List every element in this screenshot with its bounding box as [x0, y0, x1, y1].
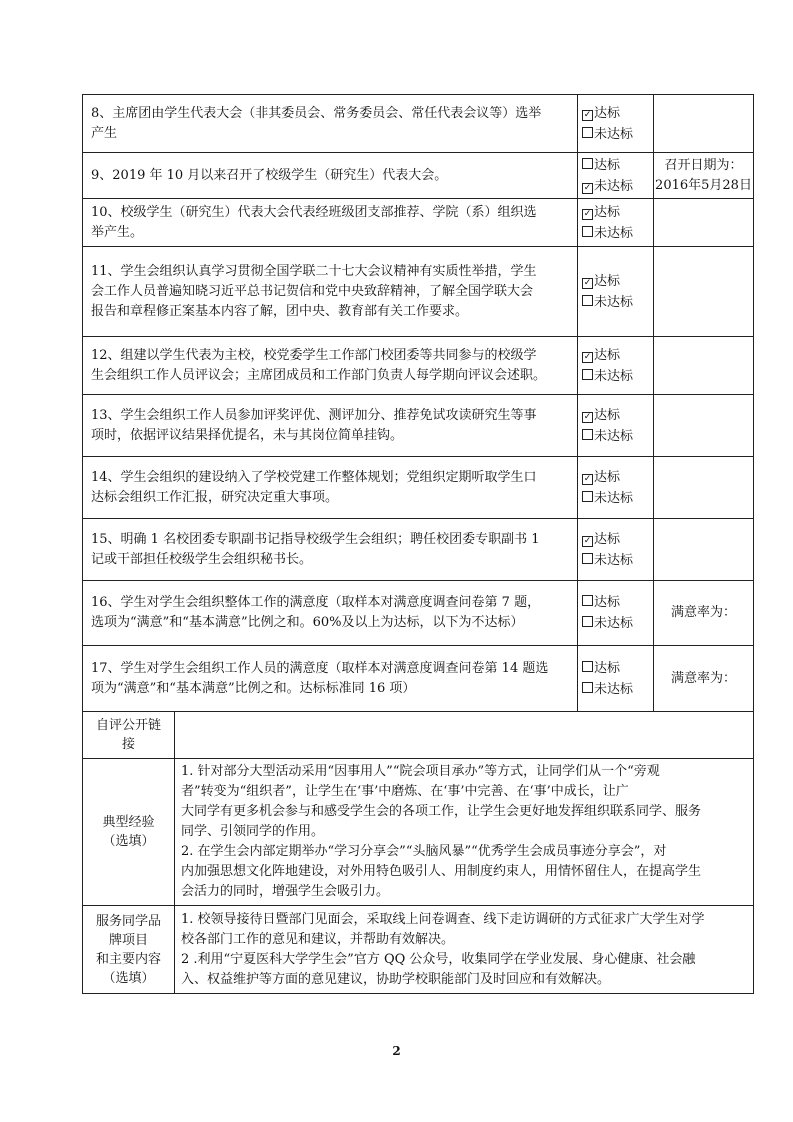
criterion-note[interactable] [654, 199, 754, 247]
paragraph-line: 会活力的同时，增强学生会吸引力。 [181, 884, 390, 899]
criterion-line: 记或干部担任校级学生会组织秘书长。 [91, 551, 313, 567]
option-label: 达标 [594, 347, 621, 363]
note-line: 召开日期为： [664, 157, 743, 173]
checkbox-icon[interactable] [582, 491, 593, 502]
criterion-text [83, 395, 578, 457]
status-options [578, 581, 654, 646]
status-options [578, 247, 654, 337]
criterion-note[interactable] [654, 337, 754, 395]
option-label: 未达标 [594, 681, 634, 697]
typical-experience-label: 典型经验 （选填） [83, 759, 175, 906]
status-options [578, 95, 654, 153]
criterion-text [83, 457, 578, 519]
status-options [578, 337, 654, 395]
pass-option[interactable] [582, 271, 653, 292]
criterion-row [83, 337, 754, 395]
pass-option[interactable] [582, 592, 653, 613]
fail-option[interactable] [582, 550, 653, 571]
criterion-text [83, 581, 578, 646]
pass-option[interactable] [582, 467, 653, 488]
fail-option[interactable] [582, 613, 653, 634]
fail-option[interactable] [582, 292, 653, 313]
paragraph-line: 2 .利用“宁夏医科大学学生会”官方 QQ 公众号，收集同学在学业发展、身心健康、社会融 [181, 951, 696, 967]
criterion-line: 项为“满意”和“基本满意”比例之和。达标标准同 16 项） [91, 680, 416, 696]
criterion-line: 9、2019 年 10 月以来召开了校级学生（研究生）代表大会。 [91, 167, 448, 183]
option-label: 达标 [594, 105, 621, 121]
criterion-line: 14、学生会组织的建设纳入了学校党建工作整体规划；党组织定期听取学生口 [91, 469, 537, 485]
service-brand-text [175, 906, 754, 994]
typical-experience-row [83, 759, 754, 906]
criterion-row [83, 95, 754, 153]
checked-box-icon[interactable]: ✓ [583, 109, 592, 120]
criterion-line: 选项为“满意”和“基本满意”比例之和。60%及以上为达标，以下为不达标） [91, 615, 524, 630]
checkbox-icon[interactable] [582, 616, 593, 627]
status-options [578, 519, 654, 581]
option-label: 未达标 [594, 178, 634, 194]
checked-box-icon[interactable]: ✓ [583, 277, 592, 288]
criterion-text [83, 337, 578, 395]
option-label: 达标 [594, 407, 621, 423]
criterion-row [83, 153, 754, 199]
note-line: 满意率为： [670, 670, 736, 686]
criterion-line: 15、明确 1 名校团委专职副书记指导校级学生会组织；聘任校团委专职副书 1 [91, 531, 540, 547]
criterion-line: 生会组织工作人员评议会；主席团成员和工作部门负责人每学期向评议会述职。 [91, 367, 547, 383]
status-options [578, 395, 654, 457]
status-options [578, 646, 654, 712]
option-label: 达标 [594, 157, 621, 173]
criterion-row [83, 457, 754, 519]
fail-option[interactable] [582, 426, 653, 447]
note-line: 满意率为： [670, 605, 736, 620]
fail-option[interactable] [582, 124, 653, 145]
page-content [82, 94, 753, 994]
criterion-row [83, 519, 754, 581]
criteria-rows [83, 95, 754, 712]
checked-box-icon[interactable]: ✓ [583, 182, 592, 193]
option-label: 未达标 [594, 552, 634, 568]
option-label: 达标 [594, 531, 621, 547]
self-eval-link-value[interactable] [175, 712, 754, 759]
service-brand-label: 服务同学品 牌项目 和主要内容 （选填） [83, 906, 175, 994]
option-label: 未达标 [594, 368, 634, 384]
criterion-note[interactable] [654, 395, 754, 457]
option-label: 达标 [594, 204, 621, 220]
criterion-line: 达标会组织工作汇报，研究决定重大事项。 [91, 489, 339, 505]
checked-box-icon[interactable]: ✓ [583, 473, 592, 484]
fail-option[interactable] [582, 488, 653, 509]
paragraph-line: 大同学有更多机会参与和感受学生会的各项工作，让学生会更好地发挥组织联系同学、服务 [181, 804, 702, 819]
pass-option[interactable] [582, 202, 653, 223]
criterion-text [83, 95, 578, 153]
checked-box-icon[interactable]: ✓ [583, 411, 592, 422]
page-number: 2 [392, 1044, 401, 1058]
criterion-note[interactable] [654, 153, 754, 199]
checked-box-icon[interactable]: ✓ [583, 535, 592, 546]
self-eval-link-label: 自评公开链 接 [83, 712, 175, 759]
checkbox-icon[interactable] [582, 226, 593, 237]
service-brand-row [83, 906, 754, 994]
fail-option[interactable] [582, 366, 653, 387]
option-label: 达标 [594, 595, 621, 610]
note-line: 2016年5月28日 [655, 177, 752, 193]
pass-option[interactable] [582, 529, 653, 550]
paragraph-line: 内加强思想文化阵地建设，对外用特色吸引人、用制度约束人，用情怀留住人，在提高学生 [181, 864, 702, 879]
paragraph-line: 校各部门工作的意见和建议，并帮助有效解决。 [181, 931, 455, 947]
status-options [578, 457, 654, 519]
criterion-note[interactable] [654, 581, 754, 646]
option-label: 未达标 [594, 428, 634, 444]
checkbox-icon[interactable] [582, 661, 593, 672]
checkbox-icon[interactable] [582, 369, 593, 380]
status-options [578, 153, 654, 199]
option-label: 未达标 [594, 616, 634, 631]
criterion-text [83, 153, 578, 199]
criterion-row [83, 247, 754, 337]
criterion-line: 11、学生会组织认真学习贯彻全国学联二十七大会议精神有实质性举措，学生 [91, 263, 537, 279]
pass-option[interactable] [582, 405, 653, 426]
option-label: 未达标 [594, 126, 634, 142]
criterion-text [83, 199, 578, 247]
pass-option[interactable] [582, 658, 653, 679]
checked-box-icon[interactable]: ✓ [583, 208, 592, 219]
fail-option[interactable] [582, 679, 653, 700]
status-options [578, 199, 654, 247]
criterion-note[interactable] [654, 247, 754, 337]
typical-experience-text [175, 759, 754, 906]
criterion-line: 16、学生对学生会组织整体工作的满意度（取样本对满意度调查问卷第 7 题， [91, 595, 541, 610]
option-label: 未达标 [594, 225, 634, 241]
criterion-row [83, 646, 754, 712]
criterion-line: 项时，依据评议结果择优提名，未与其岗位简单挂钩。 [91, 427, 404, 443]
checkbox-icon[interactable] [582, 127, 593, 138]
fail-option[interactable] [582, 223, 653, 244]
criterion-line: 举产生。 [91, 224, 144, 240]
checkbox-icon[interactable] [582, 553, 593, 564]
pass-option[interactable] [582, 155, 653, 176]
criterion-line: 产生 [91, 125, 118, 141]
pass-option[interactable] [582, 345, 653, 366]
criterion-note[interactable] [654, 646, 754, 712]
criterion-line: 8、主席团由学生代表大会（非其委员会、常务委员会、常任代表会议等）选举 [91, 105, 542, 121]
paragraph-line: 2. 在学生会内部定期举办“学习分享会”“头脑风暴”“优秀学生会成员事迹分享会”，对 [181, 844, 667, 859]
criterion-row [83, 395, 754, 457]
criterion-text [83, 247, 578, 337]
paragraph-line: 同学、引领同学的作用。 [181, 824, 325, 839]
criterion-note[interactable] [654, 457, 754, 519]
option-label: 达标 [594, 660, 621, 676]
fail-option[interactable] [582, 176, 653, 197]
option-label: 达标 [594, 273, 621, 289]
criterion-text [83, 519, 578, 581]
checkbox-icon[interactable] [582, 295, 593, 306]
pass-option[interactable] [582, 103, 653, 124]
option-label: 达标 [594, 469, 621, 485]
checkbox-icon[interactable] [582, 429, 593, 440]
criterion-line: 报告和章程修正案基本内容了解，团中央、教育部有关工作要求。 [91, 303, 469, 319]
checkbox-icon[interactable] [582, 595, 593, 606]
criterion-line: 12、组建以学生代表为主校，校党委学生工作部门校团委等共同参与的校级学 [91, 347, 537, 363]
evaluation-table [82, 94, 754, 994]
criterion-note[interactable] [654, 519, 754, 581]
criterion-line: 17、学生对学生会组织工作人员的满意度（取样本对满意度调查问卷第 14 题选 [91, 660, 549, 676]
checked-box-icon[interactable]: ✓ [583, 351, 592, 362]
criterion-line: 13、学生会组织工作人员参加评奖评优、测评加分、推荐免试攻读研究生等事 [91, 407, 537, 423]
criterion-row [83, 581, 754, 646]
criterion-note[interactable] [654, 95, 754, 153]
paragraph-line: 1. 校领导接待日暨部门见面会，采取线上问卷调查、线下走访调研的方式征求广大学生对学 [181, 911, 705, 927]
checkbox-icon[interactable] [582, 682, 593, 693]
self-eval-link-row [83, 712, 754, 759]
criterion-line: 会工作人员普遍知晓习近平总书记贺信和党中央致辞精神，了解全国学联大会 [91, 283, 534, 299]
paragraph-line: 1. 针对部分大型活动采用“因事用人”“院会项目承办”等方式，让同学们从一个“旁观 [181, 764, 660, 779]
summary-rows [83, 712, 754, 994]
paragraph-line: 入、权益维护等方面的意见建议，协助学校职能部门及时回应和有效解决。 [181, 971, 611, 987]
checkbox-icon[interactable] [582, 158, 593, 169]
option-label: 未达标 [594, 490, 634, 506]
criterion-row [83, 199, 754, 247]
option-label: 未达标 [594, 294, 634, 310]
criterion-line: 10、校级学生（研究生）代表大会代表经班级团支部推荐、学院（系）组织选 [91, 204, 537, 220]
criterion-text [83, 646, 578, 712]
paragraph-line: 者”转变为“组织者”，让学生在‘事’中磨炼、在‘事’中完善、在‘事’中成长，让广 [181, 784, 629, 799]
